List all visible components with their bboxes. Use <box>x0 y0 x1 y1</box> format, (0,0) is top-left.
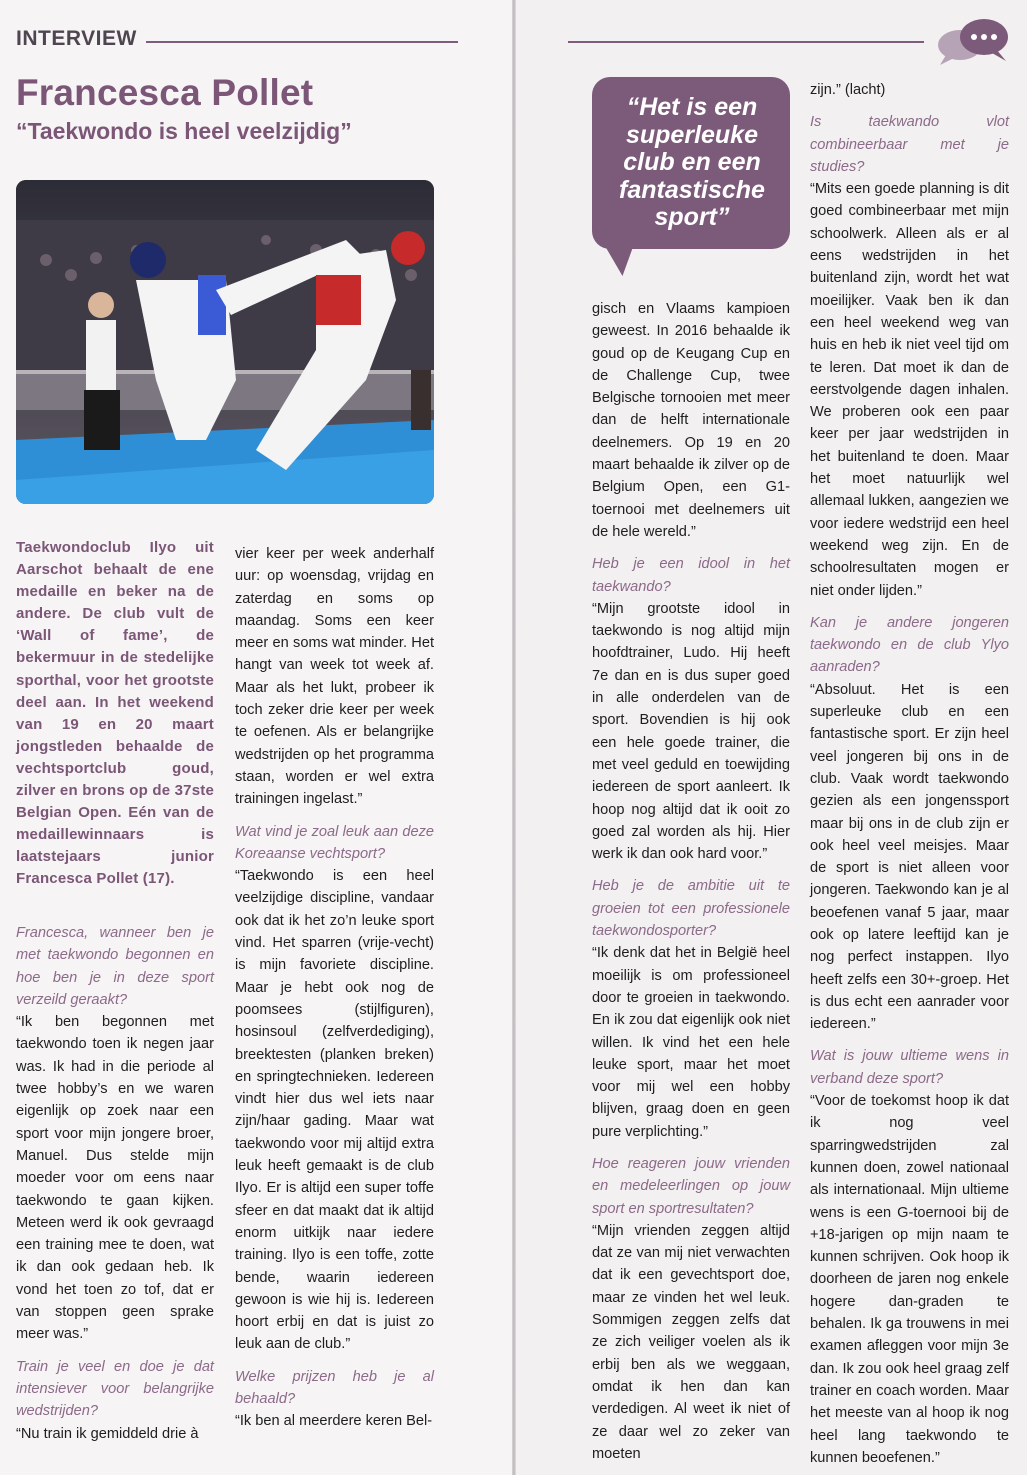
article-subtitle: “Taekwondo is heel veelzijdig” <box>16 118 352 144</box>
header-rule-left <box>146 41 458 43</box>
answer: zijn.” (lacht) <box>810 82 886 98</box>
answer: “Nu train ik gemiddeld drie à <box>16 1425 199 1442</box>
question: Is taekwando vlot combineerbaar met je studies? <box>810 114 1009 175</box>
taekwondo-match-photo <box>16 180 434 504</box>
taekwondo-match-photo-icon <box>16 180 434 504</box>
speech-bubble-icon <box>936 15 1012 67</box>
pull-quote: “Het is een superleuke club en een fantastische sport” <box>619 93 765 231</box>
header-rule-right <box>568 41 924 43</box>
column-1 <box>16 922 214 1445</box>
answer: vier keer per week anderhalf uur: op woensdag, vrijdag en zaterdag en soms op maandag. Soms een keer meer en soms wat minder. Het hangt van week tot week af. Maar als het lukt, probeer ik toch zeker drie keer per week te oefenen. Als er belangrijke wedstrijden op het programma staan, worden er wel extra trainingen ingelast.” <box>235 546 434 808</box>
question: Heb je een idool in het taekwando? <box>592 556 790 595</box>
answer: “Ik denk dat het in België heel moeilijk is om professioneel door te groeien in taekwondo. En ik zou dat eigenlijk ook niet willen. Ik vind het een hele leuke sport, maar het moet voor mij wel een hobby blijven, graag doen en geen pure verplichting.” <box>592 945 790 1140</box>
article-lead: Taekwondoclub Ilyo uit Aarschot behaalt de ene medaille en beker na de andere. De club vult de ‘Wall of fame’, de bekermuur in de stedelijke sporthal, voor het grootste deel aan. In het weekend van 19 en 20 maart jongstleden behaalde de vechtsportclub goud, zilver en brons op de 37ste Belgian Open. Eén van de medaillewinnaars is laatstejaars junior Francesca Pollet (17). <box>16 539 214 888</box>
column-4 <box>810 79 1009 1469</box>
question: Hoe reageren jouw vrienden en medeleerlingen op jouw sport en sportresultaten? <box>592 1155 790 1217</box>
question: Francesca, wanneer ben je met taekwondo begonnen en hoe ben je in deze sport verzeild geraakt? <box>16 925 214 1008</box>
column-3 <box>592 298 790 1465</box>
question: Kan je andere jongeren taekwondo en de club Ylyo aanraden? <box>810 614 1009 676</box>
answer: “Taekwondo is een heel veelzijdige discipline, vandaar ook dat ik het zo’n leuke sport vind. Het sparren (vrije-vecht) is mijn favoriete discipline. Maar je hebt ook nog de poomsees (stijlfiguren), hosinsoul (zelfverdediging), breektesten (planken breken) en springtechnieken. Iedereen vindt hier dus wel iets naar zijn/haar gading. Maar wat taekwondo voor mij altijd extra leuk heeft gemaakt is de club Ilyo. Er is altijd een super toffe sfeer en dat maakt dat ik altijd enorm uitkijk naar iedere training. Ilyo is een toffe, zotte bende, waarin iedereen gewoon is wie hij is. Iedereen hoort erbij en dat is juist zo leuk aan de club.” <box>235 868 434 1353</box>
article-title: Francesca Pollet <box>16 72 314 113</box>
question: Wat vind je zoal leuk aan deze Koreaanse vechtsport? <box>235 823 434 862</box>
question: Train je veel en doe je dat intensiever voor belangrijke wedstrijden? <box>16 1358 214 1420</box>
answer: gisch en Vlaams kampioen geweest. In 2016 behaalde ik goud op de Keugang Cup en de Challenge Cup, twee Belgische tornooien met meer dan de helft internationale deelnemers. Op 19 en 20 maart behaalde ik zilver op de Belgium Open, een G1-toernooi met deelnemers uit de hele wereld.” <box>592 301 790 540</box>
answer: “Ik ben al meerdere keren Bel- <box>235 1413 433 1430</box>
answer: “Voor de toekomst hoop ik dat ik nog veel sparringwedstrijden zal kunnen doen, zowel nationaal als internationaal. Mijn ultieme wens is een G-toernooi bij de +18-jarigen op mijn naam te kunnen schrijven. Ook hoop ik doorheen de jaren nog enkele hogere dan-graden te behalen. Ik ga trouwens in mei examen afleggen voor mijn 3e dan. Ik zou ook heel graag zelf trainer en coach worden. Maar het meeste van al hoop ik nog heel lang taekwondo te kunnen beoefenen.” <box>810 1093 1009 1466</box>
answer: “Ik ben begonnen met taekwondo toen ik negen jaar was. Ik had in die periode al twee hobby’s en we waren eigenlijk op zoek naar een sport voor mijn jongere broer, Manuel. Dus stelde mijn moeder voor om eens naar taekwondo te gaan kijken. Meteen werd ik ook gevraagd een training mee te doen, wat ik dan ook gedaan heb. Ik vond het toen zo tof, dat er van stoppen geen sprake meer was.” <box>16 1014 214 1343</box>
column-2 <box>235 543 434 1433</box>
answer: “Mijn vrienden zeggen altijd dat ze van mij niet verwachten dat ik een gevechtsport doe, maar ze vinden het wel leuk. Sommigen zeggen zelfs dat ze zich veiliger voelen als ik erbij ben als we weggaan, omdat ik hen dan kan verdedigen. Al weet ik niet of ze daar wel zo zeker van moeten <box>592 1222 790 1462</box>
answer: “Mijn grootste idool in taekwondo is nog altijd mijn hoofdtrainer, Ludo. Hij heeft 7e dan en is dus super goed in alle onderdelen van de sport. Bovendien is hij ook een hele goede trainer, die met veel geduld en toewijding iedereen de sport aanleert. Ik hoop nog altijd dat ik ooit zo goed zal worden als hij. Hier werk ik dan ook hard voor.” <box>592 600 790 863</box>
question: Welke prijzen heb je al behaald? <box>235 1368 434 1407</box>
answer: “Mits een goede planning is dit goed combineerbaar met mijn schoolwerk. Alleen als er al eens wedstrijden in het buitenland zijn, wordt het wat moeilijker. Vaak ben ik dan een heel weekend weg van huis en heb ik niet veel tijd om te leren. Dat moet ik dan de eerstvolgende dagen inhalen. We proberen ook een paar keer per jaar wedstrijden in het buitenland te doen. Maar het moet natuurlijk wel allemaal lukken, aangezien we voor iedere wedstrijd een heel weekend weg zijn. En de schoolresultaten mogen er niet onder lijden.” <box>810 181 1009 599</box>
question: Heb je de ambitie uit te groeien tot een professionele taekwondosporter? <box>592 878 790 940</box>
question: Wat is jouw ultieme wens in verband deze sport? <box>810 1048 1009 1087</box>
answer: “Absoluut. Het is een superleuke club en een fantastische sport. Er zijn heel veel jongeren bij ons in de club. Vaak wordt taekwondo gezien als een jongenssport maar bij ons in de club zijn er ook heel veel meisjes. Maar de sport is niet alleen voor jongeren. Taekwondo kan je al beoefenen vanaf 5 jaar, maar ook op latere leeftijd kan je nog perfect instappen. Ilyo heeft zelfs een 30+-groep. Het is dus echt een aanrader voor iedereen.” <box>810 681 1009 1033</box>
section-label: INTERVIEW <box>16 27 137 50</box>
page-gutter <box>512 0 516 1475</box>
